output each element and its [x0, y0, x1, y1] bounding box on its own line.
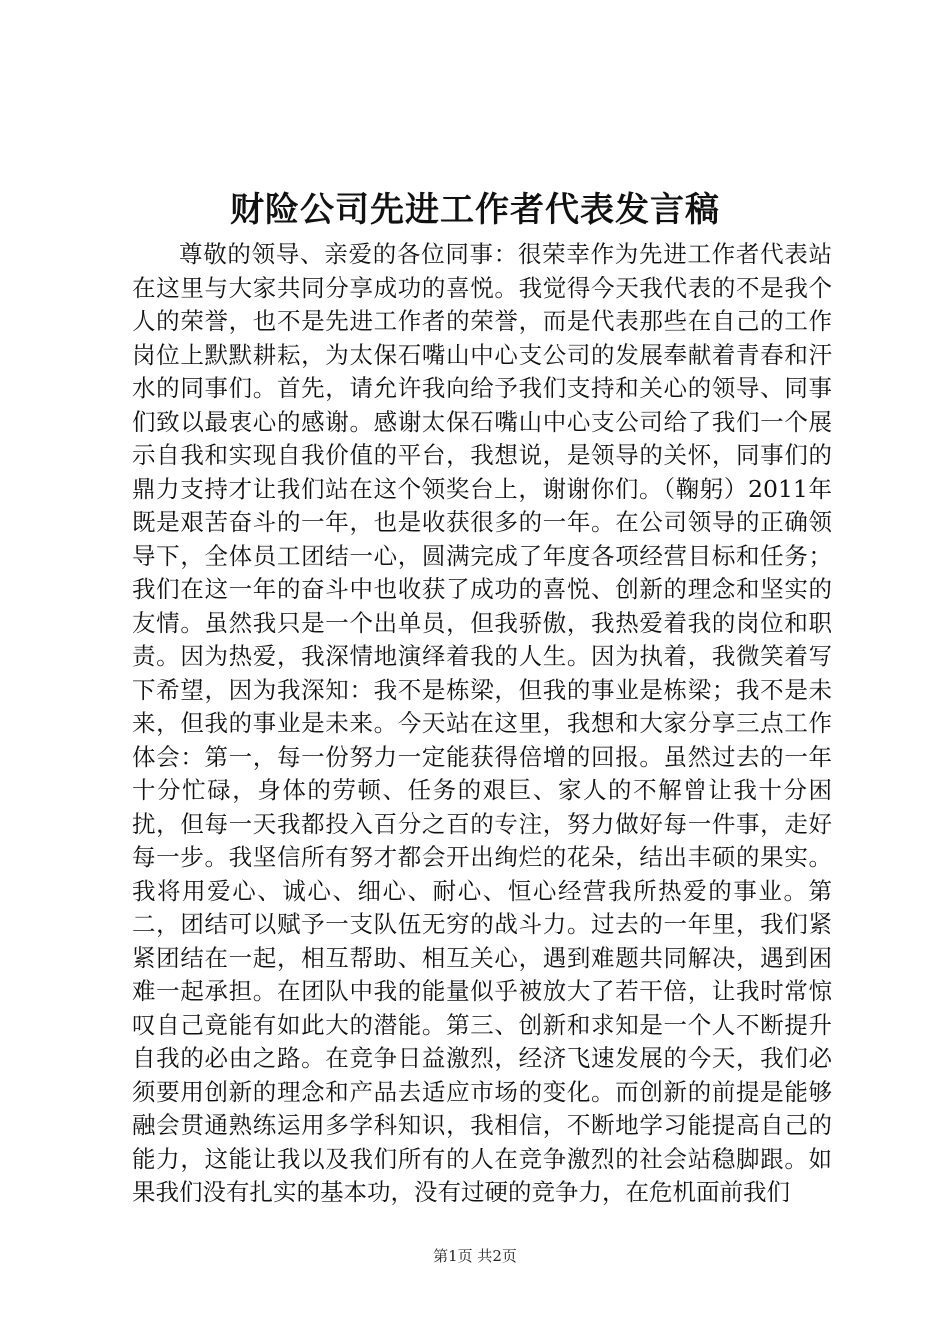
page-number-footer: 第1页 共2页: [433, 1247, 517, 1265]
document-body-paragraph: 尊敬的领导、亲爱的各位同事：很荣幸作为先进工作者代表站在这里与大家共同分享成功的喜悦。我觉得今天我代表的不是我个人的荣誉，也不是先进工作者的荣誉，而是代表那些在自己的工作岗位上默默耕耘，为太保石嘴山中心支公司的发展奉献着青春和汗水的同事们。首先，请允许我向给予我们支持和关心的领导、同事们致以最衷心的感谢。感谢太保石嘴山中心支公司给了我们一个展示自我和实现自我价值的平台，我想说，是领导的关怀，同事们的鼎力支持才让我们站在这个领奖台上，谢谢你们。（鞠躬）2011年既是艰苦奋斗的一年，也是收获很多的一年。在公司领导的正确领导下，全体员工团结一心，圆满完成了年度各项经营目标和任务；我们在这一年的奋斗中也收获了成功的喜悦、创新的理念和坚实的友情。虽然我只是一个出单员，但我骄傲，我热爱着我的岗位和职责。因为热爱，我深情地演绎着我的人生。因为执着，我微笑着写下希望，因为我深知：我不是栋梁，但我的事业是栋梁；我不是未来，但我的事业是未来。今天站在这里，我想和大家分享三点工作体会：第一，每一份努力一定能获得倍增的回报。虽然过去的一年十分忙碌，身体的劳顿、任务的艰巨、家人的不解曾让我十分困扰，但每一天我都投入百分之百的专注，努力做好每一件事，走好每一步。我坚信所有努才都会开出绚烂的花朵，结出丰硕的果实。我将用爱心、诚心、细心、耐心、恒心经营我所热爱的事业。第二，团结可以赋予一支队伍无穷的战斗力。过去的一年里，我们紧紧团结在一起，相互帮助、相互关心，遇到难题共同解决，遇到困难一起承担。在团队中我的能量似乎被放大了若干倍，让我时常惊叹自己竟能有如此大的潜能。第三、创新和求知是一个人不断提升自我的必由之路。在竞争日益激烈，经济飞速发展的今天，我们必须要用创新的理念和产品去适应市场的变化。而创新的前提是能够融会贯通熟练运用多学科知识，我相信，不断地学习能提高自己的能力，这能让我以及我们所有的人在竞争激烈的社会站稳脚跟。如果我们没有扎实的基本功，没有过硬的竞争力，在危机面前我们: [132, 240, 832, 1206]
document-title: 财险公司先进工作者代表发言稿: [230, 190, 720, 230]
